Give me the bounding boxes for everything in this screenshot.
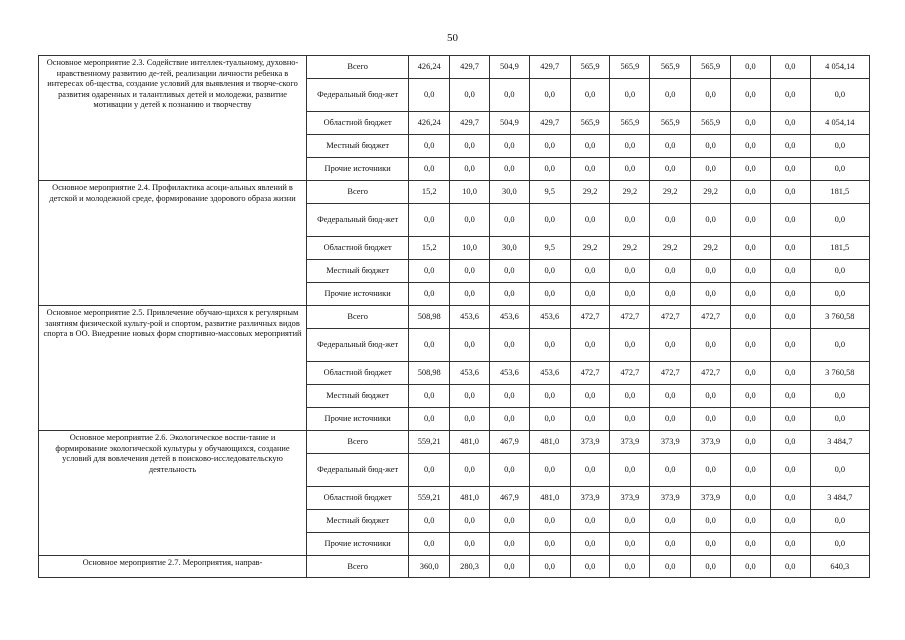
value-cell: 0,0 — [409, 79, 450, 112]
value-cell: 559,21 — [409, 487, 450, 510]
value-cell: 0,0 — [650, 260, 691, 283]
value-cell: 0,0 — [529, 510, 570, 533]
value-cell: 481,0 — [529, 431, 570, 454]
value-cell: 472,7 — [650, 362, 691, 385]
value-cell: 0,0 — [731, 556, 771, 578]
value-cell: 0,0 — [529, 533, 570, 556]
value-cell: 373,9 — [570, 487, 610, 510]
value-cell: 0,0 — [770, 385, 810, 408]
value-cell: 15,2 — [409, 181, 450, 204]
value-cell: 3 484,7 — [810, 431, 869, 454]
value-cell: 0,0 — [691, 556, 731, 578]
value-cell: 0,0 — [489, 283, 529, 306]
value-cell: 280,3 — [450, 556, 490, 578]
funding-source: Всего — [307, 556, 409, 578]
value-cell: 472,7 — [691, 306, 731, 329]
value-cell: 360,0 — [409, 556, 450, 578]
value-cell: 429,7 — [529, 112, 570, 135]
value-cell: 426,24 — [409, 112, 450, 135]
value-cell: 0,0 — [731, 431, 771, 454]
value-cell: 0,0 — [770, 56, 810, 79]
value-cell: 472,7 — [570, 362, 610, 385]
value-cell: 0,0 — [691, 204, 731, 237]
value-cell: 0,0 — [770, 79, 810, 112]
value-cell: 565,9 — [570, 112, 610, 135]
value-cell: 29,2 — [650, 237, 691, 260]
value-cell: 0,0 — [610, 283, 650, 306]
funding-source: Всего — [307, 431, 409, 454]
value-cell: 0,0 — [731, 454, 771, 487]
value-cell: 0,0 — [731, 283, 771, 306]
value-cell: 0,0 — [770, 260, 810, 283]
value-cell: 29,2 — [650, 181, 691, 204]
value-cell: 472,7 — [610, 362, 650, 385]
value-cell: 0,0 — [489, 556, 529, 578]
value-cell: 565,9 — [610, 56, 650, 79]
value-cell: 429,7 — [450, 56, 490, 79]
value-cell: 467,9 — [489, 431, 529, 454]
value-cell: 0,0 — [409, 454, 450, 487]
funding-source: Федеральный бюд-жет — [307, 329, 409, 362]
value-cell: 0,0 — [770, 112, 810, 135]
value-cell: 453,6 — [450, 306, 490, 329]
value-cell: 3 760,58 — [810, 306, 869, 329]
value-cell: 0,0 — [489, 135, 529, 158]
value-cell: 0,0 — [570, 408, 610, 431]
value-cell: 0,0 — [570, 556, 610, 578]
value-cell: 0,0 — [450, 408, 490, 431]
value-cell: 29,2 — [610, 181, 650, 204]
value-cell: 0,0 — [409, 204, 450, 237]
value-cell: 30,0 — [489, 181, 529, 204]
value-cell: 0,0 — [570, 533, 610, 556]
funding-source: Всего — [307, 306, 409, 329]
value-cell: 29,2 — [570, 181, 610, 204]
value-cell: 0,0 — [731, 487, 771, 510]
value-cell: 373,9 — [691, 431, 731, 454]
value-cell: 15,2 — [409, 237, 450, 260]
value-cell: 0,0 — [650, 454, 691, 487]
value-cell: 0,0 — [731, 260, 771, 283]
funding-source: Федеральный бюд-жет — [307, 204, 409, 237]
value-cell: 0,0 — [570, 283, 610, 306]
value-cell: 0,0 — [810, 283, 869, 306]
value-cell: 453,6 — [489, 362, 529, 385]
value-cell: 0,0 — [770, 487, 810, 510]
value-cell: 0,0 — [450, 204, 490, 237]
value-cell: 0,0 — [529, 260, 570, 283]
value-cell: 0,0 — [731, 237, 771, 260]
value-cell: 0,0 — [731, 533, 771, 556]
value-cell: 3 760,58 — [810, 362, 869, 385]
funding-source: Местный бюджет — [307, 260, 409, 283]
value-cell: 508,98 — [409, 362, 450, 385]
value-cell: 0,0 — [770, 181, 810, 204]
value-cell: 0,0 — [409, 260, 450, 283]
table-row — [39, 181, 870, 204]
value-cell: 0,0 — [489, 260, 529, 283]
value-cell: 0,0 — [489, 204, 529, 237]
value-cell: 0,0 — [691, 329, 731, 362]
value-cell: 481,0 — [529, 487, 570, 510]
value-cell: 467,9 — [489, 487, 529, 510]
value-cell: 0,0 — [570, 510, 610, 533]
funding-source: Областной бюджет — [307, 237, 409, 260]
value-cell: 0,0 — [450, 385, 490, 408]
value-cell: 0,0 — [409, 135, 450, 158]
value-cell: 0,0 — [810, 158, 869, 181]
value-cell: 0,0 — [570, 158, 610, 181]
value-cell: 0,0 — [409, 510, 450, 533]
value-cell: 0,0 — [731, 362, 771, 385]
value-cell: 0,0 — [650, 79, 691, 112]
value-cell: 559,21 — [409, 431, 450, 454]
value-cell: 0,0 — [610, 556, 650, 578]
value-cell: 0,0 — [450, 533, 490, 556]
value-cell: 0,0 — [489, 454, 529, 487]
value-cell: 3 484,7 — [810, 487, 869, 510]
value-cell: 565,9 — [570, 56, 610, 79]
measure-name: Основное мероприятие 2.7. Мероприятия, направ- — [39, 556, 307, 578]
value-cell: 373,9 — [610, 431, 650, 454]
value-cell: 0,0 — [650, 158, 691, 181]
value-cell: 0,0 — [650, 533, 691, 556]
value-cell: 472,7 — [570, 306, 610, 329]
value-cell: 29,2 — [610, 237, 650, 260]
value-cell: 0,0 — [810, 533, 869, 556]
value-cell: 0,0 — [731, 408, 771, 431]
funding-source: Прочие источники — [307, 158, 409, 181]
value-cell: 0,0 — [409, 283, 450, 306]
value-cell: 0,0 — [810, 204, 869, 237]
value-cell: 0,0 — [810, 79, 869, 112]
value-cell: 453,6 — [529, 306, 570, 329]
value-cell: 10,0 — [450, 237, 490, 260]
value-cell: 0,0 — [450, 260, 490, 283]
value-cell: 0,0 — [570, 204, 610, 237]
value-cell: 10,0 — [450, 181, 490, 204]
value-cell: 565,9 — [691, 56, 731, 79]
value-cell: 373,9 — [650, 487, 691, 510]
value-cell: 0,0 — [570, 79, 610, 112]
page-number: 50 — [447, 32, 458, 44]
funding-source: Федеральный бюд-жет — [307, 79, 409, 112]
value-cell: 0,0 — [570, 260, 610, 283]
value-cell: 0,0 — [650, 510, 691, 533]
value-cell: 0,0 — [770, 454, 810, 487]
value-cell: 472,7 — [691, 362, 731, 385]
value-cell: 0,0 — [489, 329, 529, 362]
funding-source: Областной бюджет — [307, 487, 409, 510]
table-row — [39, 56, 870, 79]
value-cell: 0,0 — [770, 237, 810, 260]
value-cell: 0,0 — [770, 556, 810, 578]
value-cell: 0,0 — [691, 408, 731, 431]
value-cell: 373,9 — [570, 431, 610, 454]
value-cell: 0,0 — [489, 408, 529, 431]
value-cell: 0,0 — [810, 135, 869, 158]
value-cell: 29,2 — [570, 237, 610, 260]
value-cell: 0,0 — [450, 158, 490, 181]
value-cell: 0,0 — [570, 329, 610, 362]
measure-name: Основное мероприятие 2.4. Профилактика асоци-альных явлений в детской и молодежной среде, формирование здорового образа жизни — [39, 181, 307, 306]
value-cell: 0,0 — [610, 204, 650, 237]
value-cell: 181,5 — [810, 181, 869, 204]
value-cell: 0,0 — [691, 533, 731, 556]
value-cell: 565,9 — [691, 112, 731, 135]
funding-source: Всего — [307, 56, 409, 79]
value-cell: 373,9 — [610, 487, 650, 510]
value-cell: 0,0 — [450, 79, 490, 112]
value-cell: 0,0 — [770, 510, 810, 533]
value-cell: 0,0 — [731, 204, 771, 237]
value-cell: 0,0 — [650, 408, 691, 431]
measure-name: Основное мероприятие 2.5. Привлечение обучаю-щихся к регулярным занятиям физической культу-рой и спортом, развитие различных видов спорта в ОО. Внедрение новых форм спортивно-массовых мероприятий — [39, 306, 307, 431]
value-cell: 0,0 — [529, 408, 570, 431]
value-cell: 0,0 — [731, 56, 771, 79]
value-cell: 0,0 — [691, 135, 731, 158]
value-cell: 0,0 — [610, 79, 650, 112]
value-cell: 0,0 — [529, 283, 570, 306]
value-cell: 0,0 — [489, 385, 529, 408]
value-cell: 9,5 — [529, 181, 570, 204]
value-cell: 0,0 — [731, 306, 771, 329]
value-cell: 0,0 — [810, 510, 869, 533]
value-cell: 0,0 — [529, 329, 570, 362]
value-cell: 0,0 — [770, 362, 810, 385]
funding-source: Прочие источники — [307, 533, 409, 556]
funding-source: Местный бюджет — [307, 510, 409, 533]
value-cell: 0,0 — [650, 329, 691, 362]
value-cell: 453,6 — [529, 362, 570, 385]
value-cell: 0,0 — [529, 158, 570, 181]
value-cell: 0,0 — [529, 79, 570, 112]
budget-table-body — [39, 56, 870, 578]
value-cell: 0,0 — [650, 283, 691, 306]
value-cell: 0,0 — [691, 283, 731, 306]
value-cell: 453,6 — [489, 306, 529, 329]
value-cell: 4 054,14 — [810, 112, 869, 135]
value-cell: 0,0 — [770, 533, 810, 556]
value-cell: 0,0 — [731, 158, 771, 181]
value-cell: 0,0 — [770, 283, 810, 306]
value-cell: 565,9 — [650, 112, 691, 135]
value-cell: 472,7 — [610, 306, 650, 329]
value-cell: 0,0 — [691, 385, 731, 408]
value-cell: 0,0 — [810, 385, 869, 408]
value-cell: 472,7 — [650, 306, 691, 329]
value-cell: 0,0 — [810, 260, 869, 283]
value-cell: 0,0 — [810, 408, 869, 431]
value-cell: 0,0 — [650, 556, 691, 578]
value-cell: 0,0 — [610, 533, 650, 556]
value-cell: 0,0 — [570, 454, 610, 487]
value-cell: 0,0 — [610, 329, 650, 362]
value-cell: 508,98 — [409, 306, 450, 329]
value-cell: 0,0 — [610, 260, 650, 283]
funding-source: Областной бюджет — [307, 112, 409, 135]
value-cell: 0,0 — [691, 510, 731, 533]
value-cell: 0,0 — [770, 204, 810, 237]
value-cell: 0,0 — [529, 135, 570, 158]
value-cell: 0,0 — [770, 329, 810, 362]
funding-source: Местный бюджет — [307, 385, 409, 408]
value-cell: 0,0 — [810, 329, 869, 362]
value-cell: 481,0 — [450, 431, 490, 454]
value-cell: 0,0 — [450, 510, 490, 533]
value-cell: 453,6 — [450, 362, 490, 385]
value-cell: 0,0 — [489, 79, 529, 112]
value-cell: 0,0 — [529, 204, 570, 237]
value-cell: 373,9 — [691, 487, 731, 510]
table-row — [39, 556, 870, 578]
measure-name: Основное мероприятие 2.3. Содействие интеллек-туальному, духовно-нравственному развитию де-тей, реализации личности ребенка в интересах об-щества, создание условий для выявления и творче-ского развития одаренных и талантливых детей и молодежи, развитие мотивации у детей к познанию и творчеству — [39, 56, 307, 181]
value-cell: 0,0 — [650, 204, 691, 237]
value-cell: 0,0 — [570, 135, 610, 158]
value-cell: 0,0 — [409, 329, 450, 362]
budget-table — [38, 55, 870, 578]
value-cell: 0,0 — [731, 510, 771, 533]
value-cell: 0,0 — [610, 158, 650, 181]
value-cell: 0,0 — [770, 306, 810, 329]
value-cell: 0,0 — [731, 112, 771, 135]
value-cell: 0,0 — [770, 431, 810, 454]
measure-name: Основное мероприятие 2.6. Экологическое воспи-тание и формирование экологической культуры у обучающихся, создание условий для вовлечения детей в поисково-исследовательскую деятельность — [39, 431, 307, 556]
funding-source: Прочие источники — [307, 408, 409, 431]
value-cell: 481,0 — [450, 487, 490, 510]
value-cell: 0,0 — [450, 454, 490, 487]
value-cell: 30,0 — [489, 237, 529, 260]
value-cell: 4 054,14 — [810, 56, 869, 79]
value-cell: 0,0 — [489, 158, 529, 181]
value-cell: 429,7 — [450, 112, 490, 135]
value-cell: 0,0 — [409, 408, 450, 431]
value-cell: 0,0 — [409, 533, 450, 556]
value-cell: 565,9 — [610, 112, 650, 135]
value-cell: 0,0 — [610, 454, 650, 487]
value-cell: 0,0 — [610, 510, 650, 533]
value-cell: 640,3 — [810, 556, 869, 578]
value-cell: 373,9 — [650, 431, 691, 454]
funding-source: Прочие источники — [307, 283, 409, 306]
table-row — [39, 306, 870, 329]
value-cell: 0,0 — [489, 533, 529, 556]
value-cell: 0,0 — [691, 79, 731, 112]
value-cell: 0,0 — [770, 135, 810, 158]
value-cell: 0,0 — [731, 385, 771, 408]
value-cell: 0,0 — [691, 454, 731, 487]
value-cell: 181,5 — [810, 237, 869, 260]
value-cell: 0,0 — [770, 158, 810, 181]
funding-source: Местный бюджет — [307, 135, 409, 158]
value-cell: 29,2 — [691, 181, 731, 204]
value-cell: 0,0 — [610, 385, 650, 408]
value-cell: 0,0 — [610, 408, 650, 431]
value-cell: 0,0 — [691, 158, 731, 181]
value-cell: 0,0 — [409, 385, 450, 408]
value-cell: 429,7 — [529, 56, 570, 79]
value-cell: 9,5 — [529, 237, 570, 260]
value-cell: 426,24 — [409, 56, 450, 79]
value-cell: 0,0 — [731, 79, 771, 112]
funding-source: Областной бюджет — [307, 362, 409, 385]
value-cell: 0,0 — [529, 556, 570, 578]
value-cell: 0,0 — [650, 135, 691, 158]
funding-source: Федеральный бюд-жет — [307, 454, 409, 487]
value-cell: 0,0 — [731, 135, 771, 158]
value-cell: 0,0 — [731, 329, 771, 362]
value-cell: 0,0 — [770, 408, 810, 431]
value-cell: 0,0 — [731, 181, 771, 204]
value-cell: 0,0 — [450, 283, 490, 306]
value-cell: 0,0 — [691, 260, 731, 283]
value-cell: 0,0 — [529, 454, 570, 487]
value-cell: 504,9 — [489, 112, 529, 135]
value-cell: 0,0 — [529, 385, 570, 408]
value-cell: 29,2 — [691, 237, 731, 260]
value-cell: 0,0 — [450, 329, 490, 362]
value-cell: 0,0 — [409, 158, 450, 181]
value-cell: 0,0 — [810, 454, 869, 487]
value-cell: 565,9 — [650, 56, 691, 79]
value-cell: 0,0 — [610, 135, 650, 158]
value-cell: 0,0 — [489, 510, 529, 533]
value-cell: 0,0 — [570, 385, 610, 408]
value-cell: 0,0 — [450, 135, 490, 158]
funding-source: Всего — [307, 181, 409, 204]
table-row — [39, 431, 870, 454]
value-cell: 0,0 — [650, 385, 691, 408]
value-cell: 504,9 — [489, 56, 529, 79]
